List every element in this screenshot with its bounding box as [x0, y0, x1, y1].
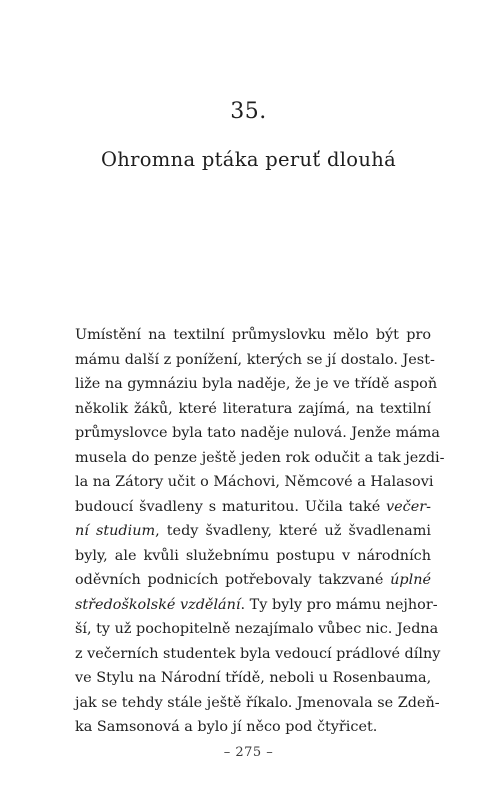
text-segment: , tedy švadleny, které už švadlenami [155, 523, 431, 539]
text-segment: ka Samsonová a bylo jí něco pod čtyřicet. [75, 719, 378, 735]
text-segment: jak se tehdy stále ještě říkalo. Jmenovala se Zdeň- [75, 694, 440, 711]
text-line [75, 470, 434, 495]
text-segment: Umístění na textilní průmyslovku mělo být pro [75, 327, 431, 343]
text-segment: la na Zátory učit o Máchovi, Němcové a Halasovi [75, 474, 434, 490]
italic-text-segment: ní studium [75, 523, 156, 539]
text-line [75, 397, 431, 422]
text-line [75, 691, 440, 716]
text-line [75, 519, 431, 544]
page-number: – 275 – [223, 745, 274, 760]
text-segment: ve Stylu na Národní třídě, neboli u Rosenbauma, [75, 670, 432, 686]
italic-text-segment: středoškolské vzdělání [75, 596, 241, 613]
text-line [75, 617, 439, 642]
text-line [75, 323, 431, 348]
text-line [75, 568, 431, 593]
italic-text-segment: úplné [390, 572, 431, 588]
text-line [75, 372, 438, 397]
text-line [75, 544, 431, 569]
text-segment: ší, ty už pochopitelně nezajímalo vůbec nic. Jedna [75, 621, 439, 637]
text-line [75, 666, 431, 691]
text-line [75, 421, 441, 446]
text-line [75, 715, 431, 740]
text-segment: musela do penze ještě jeden rok odučit a tak jezdi- [75, 449, 445, 466]
text-segment: byly, ale kvůli služebnímu postupu v národních [75, 547, 431, 564]
text-line [75, 446, 445, 471]
text-segment: liže na gymnáziu byla naděje, že je ve třídě aspoň [75, 376, 438, 392]
chapter-number: 35. [230, 99, 267, 124]
text-segment: průmyslovce byla tato naděje nulová. Jenže máma [75, 425, 441, 441]
text-line [75, 495, 431, 520]
text-line [75, 642, 441, 667]
chapter-title: Ohromna ptáka peruť dlouhá [100, 148, 396, 171]
text-segment: oděvních podnicích potřebovaly takzvané [75, 572, 391, 588]
text-segment: mámu další z ponížení, kterých se jí dostalo. Jest- [75, 351, 435, 368]
body-paragraph [75, 323, 445, 740]
text-segment: budoucí švadleny s maturitou. Učila také [75, 498, 387, 515]
text-segment: několik žáků, které literatura zajímá, na textilní [75, 400, 431, 417]
text-segment: z večerních studentek byla vedoucí prádlové dílny [75, 645, 441, 662]
text-line [75, 348, 435, 373]
italic-text-segment: večer- [386, 498, 431, 515]
text-segment: . Ty byly pro mámu nejhor- [240, 596, 438, 613]
text-line [75, 593, 438, 618]
